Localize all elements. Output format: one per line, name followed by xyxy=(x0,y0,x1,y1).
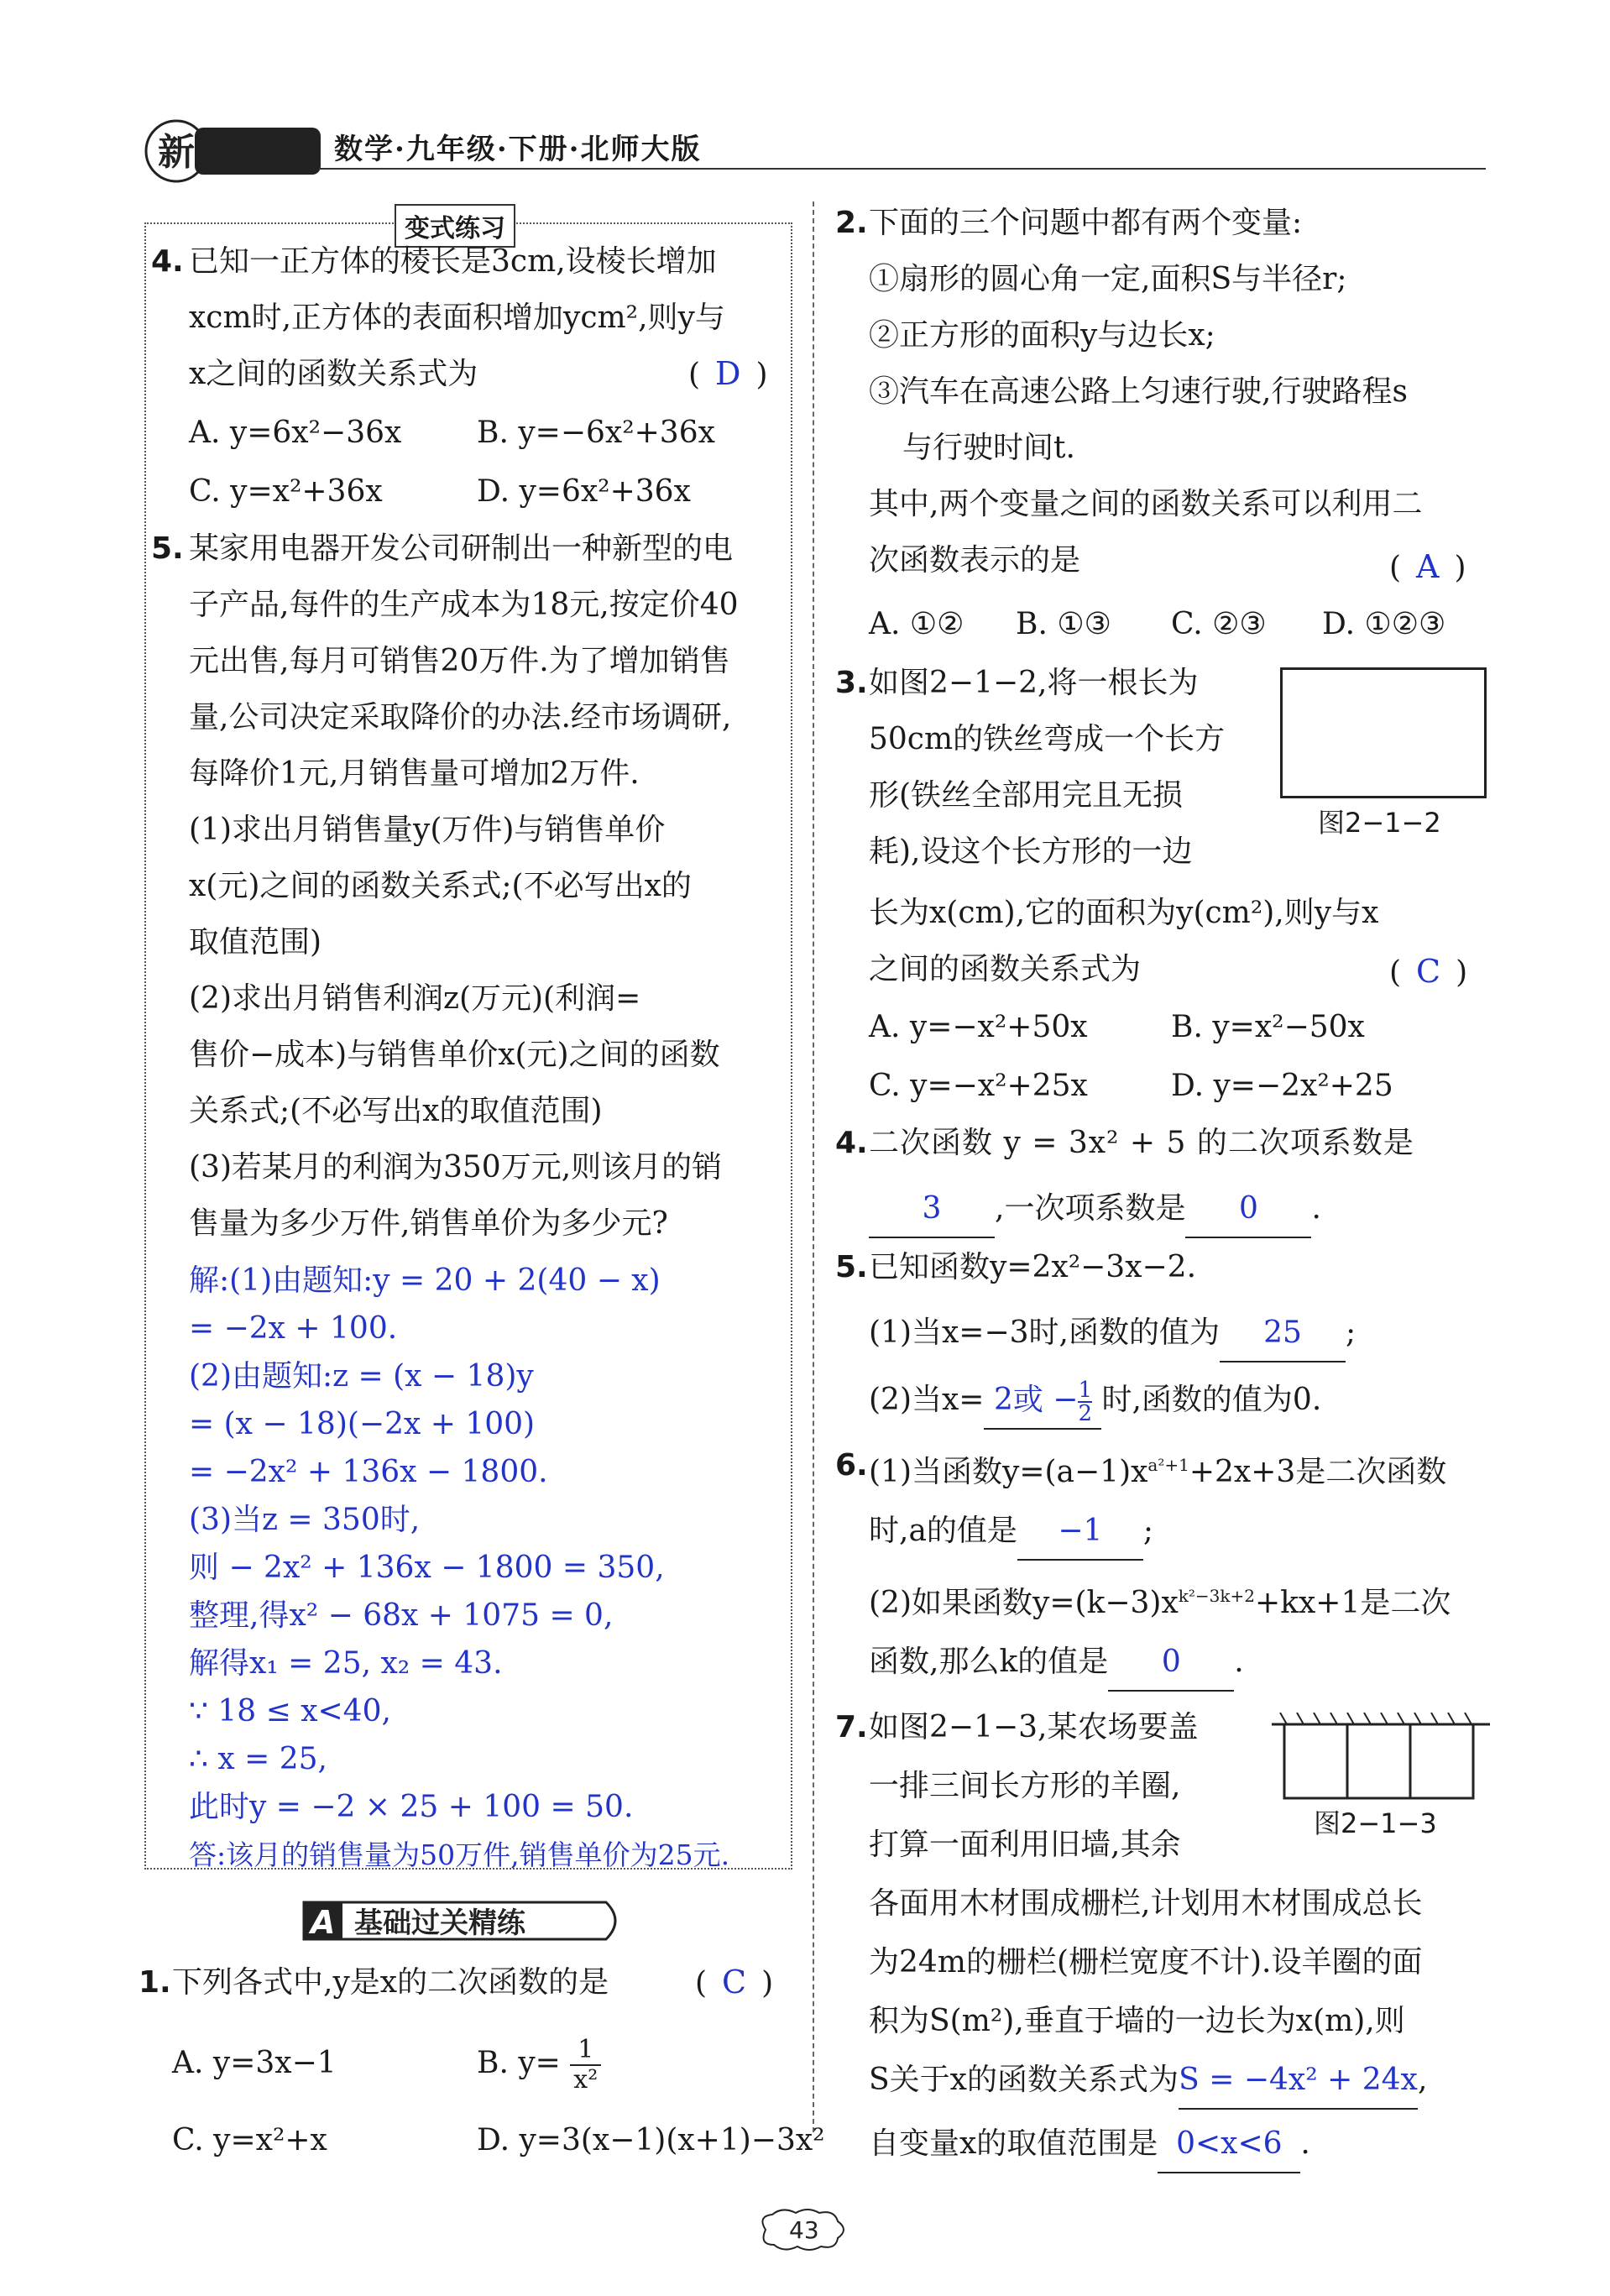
question-text: 每降价1元,月销售量可增加2万件. xyxy=(189,756,640,791)
option-a: A. y=−x²+50x xyxy=(869,1010,1088,1044)
option-c: C. ②③ xyxy=(1171,607,1267,641)
answer-bracket: ( A ) xyxy=(1389,548,1466,585)
fill-in-line: (1)当x=−3时,函数的值为 25 ; xyxy=(869,1305,1356,1362)
fill-in-line: S关于x的函数关系式为S = −4x² + 24x, xyxy=(869,2052,1427,2110)
question-text: 售价−成本)与销售单价x(元)之间的函数 xyxy=(189,1038,720,1072)
option-b: B. y=−6x²+36x xyxy=(477,416,715,450)
variant-practice-tag: 变式练习 xyxy=(395,204,515,248)
question-text: 次函数表示的是 xyxy=(869,543,1081,578)
option-d: D. ①②③ xyxy=(1322,607,1446,641)
question-text: 如图2−1−3,某农场要盖 xyxy=(869,1710,1199,1744)
question-number: 5. xyxy=(835,1250,868,1284)
question-text: (2)求出月销售利润z(万元)(利润= xyxy=(189,981,641,1016)
header-divider xyxy=(319,168,1486,170)
answer-choice: D xyxy=(715,355,741,392)
question-text: 量,公司决定采取降价的办法.经市场调研, xyxy=(189,700,732,735)
solution-line: 解得x₁ = 25, x₂ = 43. xyxy=(189,1646,503,1681)
question-text: (1)当函数$y=(a-1)x^{a^2+1}+2x+3$是二次函数 xyxy=(869,1455,1447,1489)
fill-in-line: 3 ,一次项系数是 0 . xyxy=(869,1180,1321,1238)
solution-line: 解:(1)由题知:y = 20 + 2(40 − x) xyxy=(189,1263,661,1298)
question-text: (3)若某月的利润为350万元,则该月的销 xyxy=(189,1150,723,1185)
question-text: xcm时,正方体的表面积增加ycm²,则y与 xyxy=(189,301,725,335)
solution-line: (3)当z = 350时, xyxy=(189,1503,421,1537)
option-d: D. y=3(x−1)(x+1)−3x² xyxy=(477,2123,825,2157)
question-text: 下列各式中,y是x的二次函数的是 xyxy=(172,1965,609,2000)
question-number: 7. xyxy=(835,1710,868,1744)
question-text: (2)如果函数$y=(k-3)x^{k^2-3k+2}+kx+1$是二次 xyxy=(869,1586,1451,1620)
answer-blank: 3 xyxy=(869,1180,995,1238)
question-text: 售量为多少万件,销售单价为多少元? xyxy=(189,1206,668,1241)
option-d: D. y=6x²+36x xyxy=(477,474,691,509)
question-text: 与行驶时间t. xyxy=(902,431,1075,465)
logo xyxy=(143,118,269,178)
question-text: 如图2−1−2,将一根长为 xyxy=(869,666,1199,700)
question-text: 长为x(cm),它的面积为y(cm²),则y与x xyxy=(869,896,1379,930)
answer-choice: C xyxy=(722,1964,747,2001)
solution-line: ∵ 18 ≤ x<40, xyxy=(189,1694,391,1729)
solution-line: = (x − 18)(−2x + 100) xyxy=(189,1407,536,1441)
answer-blank: 25 xyxy=(1220,1305,1346,1362)
question-text: 下面的三个问题中都有两个变量: xyxy=(869,206,1303,240)
solution-line: ∴ x = 25, xyxy=(189,1742,327,1776)
answer-blank: 0 xyxy=(1108,1634,1234,1692)
question-text: 二次函数 y = 3x² + 5 的二次项系数是 xyxy=(869,1126,1414,1160)
question-text: 打算一面利用旧墙,其余 xyxy=(869,1828,1181,1862)
question-text: 某家用电器开发公司研制出一种新型的电 xyxy=(189,531,734,566)
option-c: C. y=x²+x xyxy=(172,2123,327,2157)
page-number xyxy=(749,2204,858,2255)
solution-line: = −2x + 100. xyxy=(189,1311,398,1346)
solution-line: 则 − 2x² + 136x − 1800 = 350, xyxy=(189,1551,665,1585)
book-title: 数学·九年级·下册·北师大版 xyxy=(334,133,702,166)
question-text: 关系式;(不必写出x的取值范围) xyxy=(189,1094,603,1128)
solution-line: (2)由题知:z = (x − 18)y xyxy=(189,1359,534,1394)
solution-line: 此时y = −2 × 25 + 100 = 50. xyxy=(189,1790,634,1824)
logo-text-1: 新课堂 xyxy=(158,131,269,174)
banner-text: 基础过关精练 xyxy=(354,1906,525,1940)
option-b: B. y=x²−50x xyxy=(1171,1010,1365,1044)
question-text: 其中,两个变量之间的函数关系可以利用二 xyxy=(869,487,1423,521)
option-b: B. ①③ xyxy=(1016,607,1111,641)
option-c: C. y=−x²+25x xyxy=(869,1069,1088,1103)
question-number: 3. xyxy=(835,666,868,700)
fill-in-line: 时,a的值是 −1 ; xyxy=(869,1503,1153,1561)
question-number: 6. xyxy=(835,1448,868,1483)
option-d: D. y=−2x²+25 xyxy=(1171,1069,1393,1103)
question-text: 耗),设这个长方形的一边 xyxy=(869,834,1193,869)
answer-blank: −1 xyxy=(1017,1503,1143,1561)
fill-in-line: (2)当x= 2或 − $\frac{1}{2}$ 时,函数的值为0. xyxy=(869,1372,1321,1430)
solution-line: 整理,得x² − 68x + 1075 = 0, xyxy=(189,1598,614,1633)
answer-blank: 2或 − $\frac{1}{2}$ xyxy=(984,1372,1101,1430)
solution-line: 答:该月的销售量为50万件,销售单价为25元. xyxy=(189,1838,730,1871)
question-number: 4. xyxy=(835,1126,868,1160)
question-text: 一排三间长方形的羊圈, xyxy=(869,1769,1181,1803)
question-text: (1)求出月销售量y(万件)与销售单价 xyxy=(189,813,666,847)
figure-sheep-pen xyxy=(1272,1713,1490,1805)
question-text: x(元)之间的函数关系式;(不必写出x的 xyxy=(189,869,692,903)
banner-letter: A xyxy=(311,1904,336,1941)
question-text: 取值范围) xyxy=(189,925,322,960)
page-number-text: 43 xyxy=(789,2216,819,2244)
question-text: 已知函数y=2x²−3x−2. xyxy=(869,1250,1197,1284)
question-text: ②正方形的面积y与边长x; xyxy=(869,318,1215,353)
question-number: 5. xyxy=(151,531,184,566)
question-text: 各面用木材围成栅栏,计划用木材围成总长 xyxy=(869,1886,1423,1921)
question-text: ③汽车在高速公路上匀速行驶,行驶路程s xyxy=(869,374,1408,409)
question-text: 之间的函数关系式为 xyxy=(869,952,1142,986)
option-c: C. y=x²+36x xyxy=(189,474,383,509)
answer-blank: 0 xyxy=(1185,1180,1311,1238)
option-a: A. y=6x²−36x xyxy=(189,416,402,450)
figure-caption: 图2−1−3 xyxy=(1314,1807,1437,1839)
question-number: 4. xyxy=(151,244,184,279)
question-text: 形(铁丝全部用完且无损 xyxy=(869,778,1184,813)
answer-bracket: ( C ) xyxy=(695,1964,774,2001)
option-a: A. ①② xyxy=(869,607,964,641)
question-text: 50cm的铁丝弯成一个长方 xyxy=(869,722,1226,756)
figure-caption: 图2−1−2 xyxy=(1318,807,1441,839)
answer-bracket: ( D ) xyxy=(688,355,768,392)
option-a: A. y=3x−1 xyxy=(172,2046,337,2080)
question-text: 为24m的栅栏(栅栏宽度不计).设羊圈的面 xyxy=(869,1945,1423,1980)
question-number: 1. xyxy=(139,1965,171,2000)
column-divider xyxy=(813,201,814,2132)
question-number: 2. xyxy=(835,206,868,240)
answer-choice: A xyxy=(1416,548,1440,585)
answer-choice: C xyxy=(1416,953,1441,990)
question-text: ①扇形的圆心角一定,面积S与半径r; xyxy=(869,262,1347,296)
question-text: 已知一正方体的棱长是3cm,设棱长增加 xyxy=(189,244,717,279)
section-banner xyxy=(295,1896,631,1946)
option-b: B. y= $\frac{1}{\text{x²}}$ xyxy=(477,2035,601,2095)
question-text: 子产品,每件的生产成本为18元,按定价40 xyxy=(189,588,739,622)
fill-in-line: 自变量x的取值范围是 0<x<6 . xyxy=(869,2116,1310,2173)
answer-blank: 0<x<6 xyxy=(1158,2116,1300,2173)
fill-in-line: 函数,那么k的值是 0 . xyxy=(869,1634,1244,1692)
solution-line: = −2x² + 136x − 1800. xyxy=(189,1455,548,1489)
question-text: 积为S(m²),垂直于墙的一边长为x(m),则 xyxy=(869,2004,1405,2038)
question-text: x之间的函数关系式为 xyxy=(189,357,478,391)
question-text: 元出售,每月可销售20万件.为了增加销售 xyxy=(189,644,730,678)
figure-rectangle xyxy=(1280,667,1487,798)
answer-bracket: ( C ) xyxy=(1389,953,1468,990)
answer-blank: S = −4x² + 24x xyxy=(1179,2052,1418,2110)
